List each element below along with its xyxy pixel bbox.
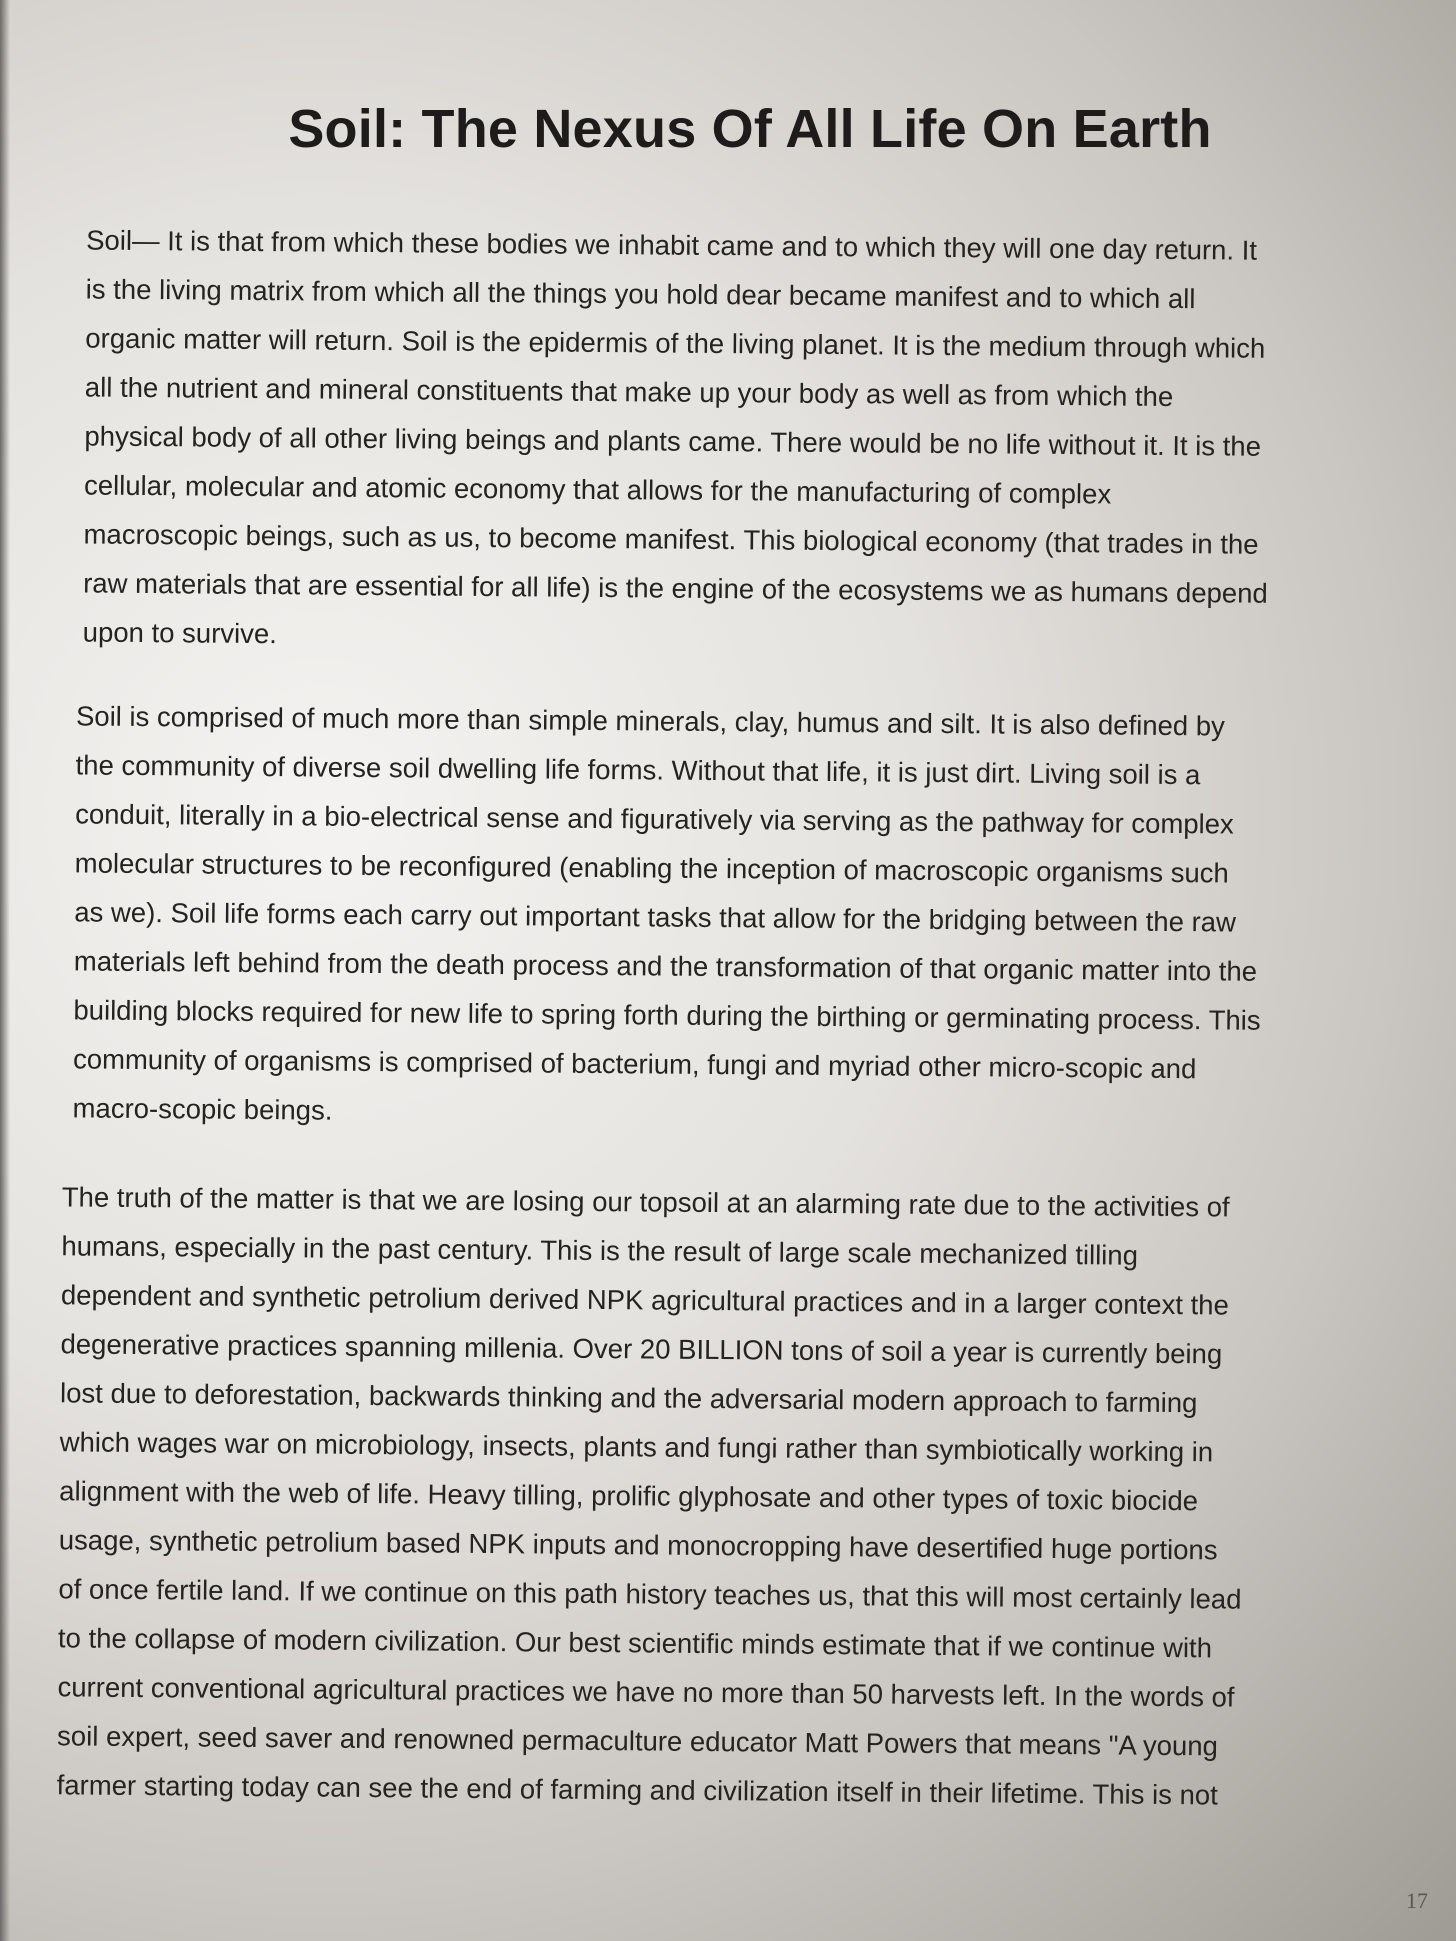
- paragraph-soil-definition: [83, 215, 1456, 668]
- text-line: raw materials that are essential for all life) is the engine of the ecosystems we as humans depend: [83, 567, 1268, 609]
- text-line: cellular, molecular and atomic economy that allows for the manufacturing of complex: [83, 469, 1112, 510]
- page-title: Soil: The Nexus Of All Life On Earth: [288, 99, 1212, 159]
- text-line: dependent and synthetic petrolium derived NPK agricultural practices and in a larger context the: [60, 1279, 1229, 1321]
- text-line: to the collapse of modern civilization. Our best scientific minds estimate that if we continue with: [57, 1622, 1213, 1664]
- text-line: humans, especially in the past century. This is the result of large scale mechanized tilling: [61, 1230, 1139, 1271]
- text-line: is the living matrix from which all the things you hold dear became manifest and to which all: [85, 273, 1196, 315]
- text-line: Soil— It is that from which these bodies we inhabit came and to which they will one day return. It: [86, 224, 1258, 266]
- text-line: upon to survive.: [82, 616, 278, 650]
- text-line: Soil is comprised of much more than simple minerals, clay, humus and silt. It is also defined by: [75, 700, 1225, 742]
- text-line: macroscopic beings, such as us, to become manifest. This biological economy (that trades in the: [83, 518, 1259, 560]
- text-line: degenerative practices spanning millenia. Over 20 BILLION tons of soil a year is currently being: [60, 1328, 1223, 1370]
- text-line: current conventional agricultural practices we have no more than 50 harvests left. In the words of: [57, 1671, 1235, 1713]
- text-line: physical body of all other living beings and plants came. There would be no life without it. It is the: [84, 420, 1262, 462]
- text-line: which wages war on microbiology, insects, plants and fungi rather than symbiotically working in: [59, 1426, 1214, 1468]
- text-line: as we). Soil life forms each carry out important tasks that allow for the bridging between the raw: [74, 896, 1237, 938]
- paragraph-topsoil-loss: [56, 1172, 1456, 1821]
- text-line: building blocks required for new life to spring forth during the birthing or germinating process. This: [73, 994, 1261, 1036]
- text-line: conduit, literally in a bio-electrical sense and figuratively via serving as the pathway for complex: [75, 798, 1234, 840]
- text-line: farmer starting today can see the end of farming and civilization itself in their lifetime. This is not: [56, 1769, 1218, 1811]
- text-line: The truth of the matter is that we are losing our topsoil at an alarming rate due to the activities of: [61, 1181, 1230, 1223]
- text-line: lost due to deforestation, backwards thinking and the adversarial modern approach to farming: [59, 1377, 1198, 1419]
- text-line: soil expert, seed saver and renowned permaculture educator Matt Powers that means "A young: [56, 1720, 1219, 1762]
- text-line: usage, synthetic petrolium based NPK inputs and monocropping have desertified huge portions: [58, 1524, 1218, 1566]
- text-line: all the nutrient and mineral constituents that make up your body as well as from which the: [84, 371, 1174, 412]
- text-line: macro-scopic beings.: [72, 1092, 333, 1126]
- text-line: community of organisms is comprised of bacterium, fungi and myriad other micro-scopic and: [72, 1043, 1197, 1085]
- text-line: molecular structures to be reconfigured (enabling the inception of macroscopic organisms such: [74, 847, 1229, 889]
- paragraph-soil-composition: [72, 691, 1456, 1144]
- text-line: alignment with the web of life. Heavy tilling, prolific glyphosate and other types of toxic biocide: [59, 1475, 1199, 1517]
- page-number: 17: [1406, 1888, 1428, 1913]
- text-line: organic matter will return. Soil is the epidermis of the living planet. It is the medium through which: [85, 322, 1266, 364]
- text-line: of once fertile land. If we continue on this path history teaches us, that this will most certainly lead: [58, 1573, 1242, 1615]
- text-line: materials left behind from the death process and the transformation of that organic matter into the: [73, 945, 1258, 987]
- text-line: the community of diverse soil dwelling life forms. Without that life, it is just dirt. Living soil is a: [75, 749, 1201, 791]
